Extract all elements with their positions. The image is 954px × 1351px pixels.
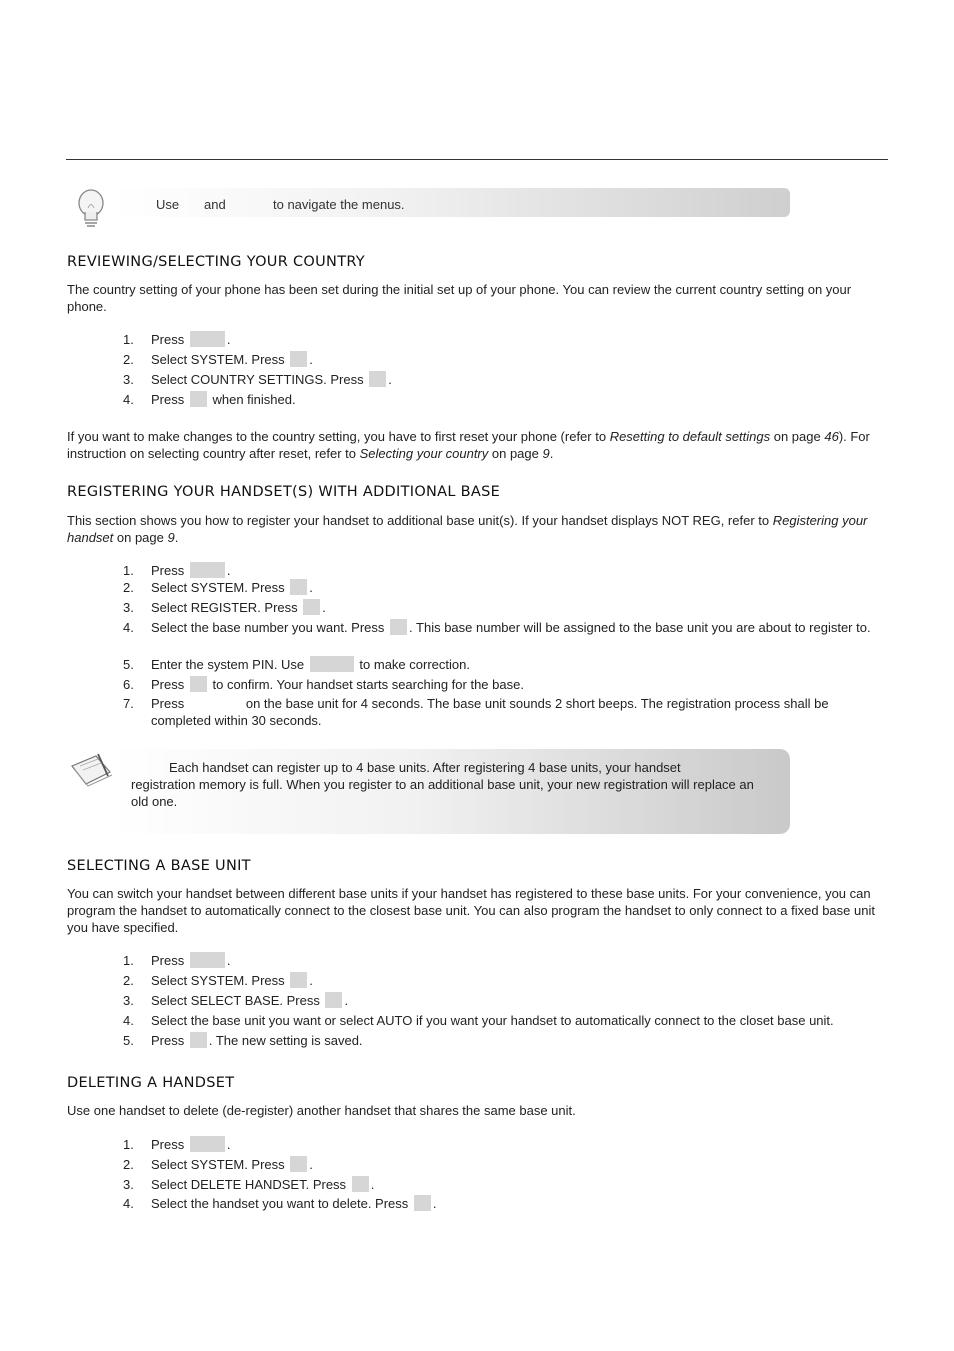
ok-key-icon (414, 1195, 431, 1211)
tip-use: Use (156, 197, 180, 212)
ok-key-icon (290, 1156, 307, 1172)
ok-key-icon (190, 676, 207, 692)
ok-key-icon (352, 1176, 369, 1192)
section-heading-country: REVIEWING/SELECTING YOUR COUNTRY (67, 254, 365, 270)
ok-key-icon (190, 1032, 207, 1048)
section-outro-country: If you want to make changes to the country setting, you have to first reset your phone (refer to Resetting to default settings on page 46). For instruction on selecting country after reset, refer to Selecting your country on page 9. (67, 429, 870, 461)
menu-key-icon (190, 952, 225, 968)
section-heading-select-base: SELECTING A BASE UNIT (67, 858, 251, 874)
tip-rest: to navigate the menus. (273, 197, 405, 212)
note-pencil-icon (68, 752, 114, 788)
note-text: Each handset can register up to 4 base units. After registering 4 base units, your handset registration memory is full. When you register to an additional base unit, your new registration will replace an old one. (131, 760, 754, 809)
tip-and: and (204, 197, 226, 212)
section-intro-register: This section shows you how to register your handset to additional base unit(s). If your handset displays NOT REG, refer to Registering your handset on page 9. (67, 513, 868, 545)
menu-key-icon (190, 1136, 225, 1152)
lightbulb-icon (72, 188, 110, 230)
section-intro-select-base: You can switch your handset between different base units if your handset has registered to these base units. For your convenience, you can program the handset to automatically connect to the closest base unit. You can also program the handset to only connect to a fixed base unit you have specified. (67, 886, 875, 935)
ok-key-icon (290, 972, 307, 988)
section-heading-register: REGISTERING YOUR HANDSET(S) WITH ADDITIONAL BASE (67, 484, 501, 500)
ok-key-icon (303, 599, 320, 615)
clear-key-icon (310, 656, 354, 672)
ok-key-icon (290, 579, 307, 595)
header-rule (66, 159, 888, 160)
ok-key-icon (325, 992, 342, 1008)
ok-key-icon (369, 371, 386, 387)
section-intro-country: The country setting of your phone has been set during the initial set up of your phone. You can review the current country setting on your phone. (67, 282, 852, 314)
menu-key-icon (190, 562, 225, 578)
ok-key-icon (390, 619, 407, 635)
ok-key-icon (290, 351, 307, 367)
menu-key-icon (190, 331, 225, 347)
section-heading-delete-handset: DELETING A HANDSET (67, 1075, 235, 1091)
section-intro-delete-handset: Use one handset to delete (de-register) another handset that shares the same base unit. (67, 1103, 576, 1118)
back-key-icon (190, 391, 207, 407)
